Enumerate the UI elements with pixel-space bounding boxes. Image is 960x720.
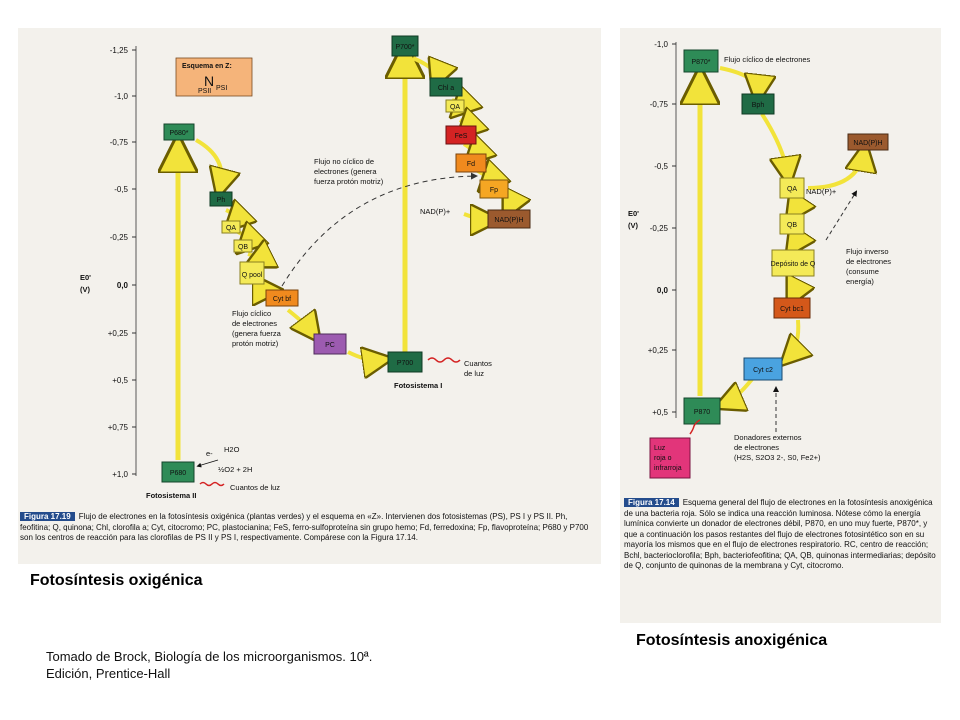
tick-label: -0,25 — [649, 224, 668, 233]
noncyclic-line: fuerza protón motriz) — [314, 177, 384, 186]
nadp-label: NAD(P)+ — [420, 207, 451, 216]
tick-label: +0,5 — [112, 376, 128, 385]
electron-label: e- — [206, 449, 213, 458]
tick-label: -0,25 — [109, 233, 128, 242]
donors-line: Donadores externos — [734, 433, 802, 442]
tick-label: -1,0 — [654, 40, 668, 49]
reverse-flow-arrow — [826, 192, 856, 240]
light-source-label: roja o — [654, 455, 672, 462]
light-quanta-label: Cuantos de luz — [230, 483, 281, 492]
anoxygenic-diagram — [620, 28, 941, 498]
figure-17-19-caption — [20, 512, 598, 544]
water-label: H2O — [224, 445, 240, 454]
qb-label: QB — [237, 244, 249, 251]
light-quanta-label: Cuantos — [464, 359, 492, 368]
noncyclic-flow-label — [314, 157, 384, 186]
nadph-label: NAD(P)H — [853, 140, 883, 147]
oxygen-label: ½O2 + 2H — [218, 465, 253, 474]
chl-a-label: Chl a — [437, 85, 455, 92]
donors-line: de electrones — [734, 443, 780, 452]
nadp-label: NAD(P)+ — [806, 187, 837, 196]
credit-line: Tomado de Brock, Biología de los microorganismos. 10ª. — [46, 649, 373, 664]
reverse-line: Flujo inverso — [846, 247, 889, 256]
y-axis-label: E0' — [80, 273, 91, 282]
cyt-c2-label: Cyt c2 — [753, 367, 773, 374]
y-axis-ticks — [108, 46, 136, 479]
qa-label: QA — [225, 225, 237, 232]
tick-label: 0,0 — [116, 281, 128, 290]
light-wave-icon — [428, 358, 460, 362]
electron-donors-label — [734, 433, 821, 462]
pheophytin-label: Ph — [216, 197, 226, 204]
caption-text: Esquema general del flujo de electrones en la fotosíntesis anoxigénica de una bacteria roja. Sólo se indica una reacción luminosa. Nótese cómo la energía lumínica convierte un donador de electrones débil, P870, en uno muy fuerte, P870*, y que a continuación los pasos restantes del flujo de electrones fotosintético son en su mayoría los mismos que en el flujo de electrones respiratorio. RC, centro de reacción; Bchl, bacterioclorofila; Bph, bacteriofeofitina; QA, QB, quinonas intermediarias; depósito de Q, conjunto de quinonas de la membrana y Cyt, citocromo. — [624, 498, 936, 570]
pc-label: PC — [325, 342, 335, 349]
cyclic-line: protón motriz) — [232, 339, 279, 348]
tick-label: -1,25 — [109, 46, 128, 55]
light-wave-icon — [200, 483, 224, 486]
cyclic-line: (genera fuerza — [232, 329, 281, 338]
nadph-label: NAD(P)H — [494, 217, 524, 224]
oxygenic-title: Fotosíntesis oxigénica — [30, 572, 203, 589]
cyt-bc1-label: Cyt bc1 — [780, 306, 804, 313]
reverse-flow-label — [846, 247, 891, 286]
figure-tag: Figura 17.19 — [20, 512, 75, 521]
z-scheme-title: Esquema en Z: — [182, 63, 232, 70]
tick-label: 0,0 — [656, 286, 668, 295]
z-scheme-psii: PSII — [198, 88, 212, 95]
fes-label: FeS — [454, 133, 468, 140]
p870-label: P870 — [693, 409, 711, 416]
source-credit — [46, 648, 372, 682]
anoxygenic-figure — [620, 28, 941, 623]
tick-label: +0,25 — [107, 329, 128, 338]
reverse-line: energía) — [846, 277, 874, 286]
z-scheme-glyph: N — [204, 73, 215, 89]
cyclic-flow-label — [232, 309, 282, 348]
qa-label: QA — [786, 186, 798, 193]
reverse-line: de electrones — [846, 257, 892, 266]
donors-line: (H2S, S2O3 2-, S0, Fe2+) — [734, 453, 821, 462]
cyclic-flow-label: Flujo cíclico de electrones — [724, 55, 811, 64]
tick-label: +0,75 — [107, 423, 128, 432]
tick-label: -0,5 — [654, 162, 668, 171]
tick-label: +0,5 — [652, 408, 668, 417]
fd-label: Fd — [466, 161, 476, 168]
electron-arrow — [198, 460, 218, 466]
cyclic-flow-arc — [282, 176, 476, 286]
noncyclic-line: electrones (genera — [314, 167, 377, 176]
light-source-label: infrarroja — [654, 465, 682, 472]
y-axis-label: E0' — [628, 209, 639, 218]
p700-label: P700 — [396, 360, 414, 367]
qa-psi-label: QA — [449, 104, 461, 111]
y-axis-ticks — [648, 40, 676, 417]
anoxygenic-title: Fotosíntesis anoxigénica — [636, 632, 828, 649]
figure-17-14-caption — [624, 498, 936, 572]
p870-excited-label: P870* — [691, 59, 711, 66]
q-pool-label: Q pool — [241, 272, 263, 279]
cyclic-chain-arrows — [720, 68, 864, 404]
y-axis-unit: (V) — [80, 285, 90, 294]
cyclic-line: Flujo cíclico — [232, 309, 272, 318]
tick-label: -0,75 — [109, 138, 128, 147]
light-source-label: Luz — [654, 445, 666, 452]
cyclic-line: de electrones — [232, 319, 278, 328]
oxygenic-diagram — [18, 28, 601, 564]
tick-label: +1,0 — [112, 470, 128, 479]
p700-excited-label: P700* — [395, 44, 415, 51]
credit-line: Edición, Prentice-Hall — [46, 666, 171, 681]
tick-label: -1,0 — [114, 92, 128, 101]
fp-label: Fp — [489, 187, 499, 194]
reverse-line: (consume — [846, 267, 879, 276]
photosystem-i-label: Fotosistema I — [394, 381, 443, 390]
q-deposit-label: Depósito de Q — [770, 261, 816, 268]
caption-text: Flujo de electrones en la fotosíntesis oxigénica (plantas verdes) y el esquema en «Z». Intervienen dos fotosistemas (PS), PS I y PS II. Ph, feofitina; Q, quinona; Chl, clorofila a; Cyt, citocromo; PC, plastocianina; FeS, ferro-sulfoproteína sin grupo hemo; Fd, ferredoxina; Fp, flavoproteína; P680 y P700 son los centros de reacción para las clorofilas de PS II y PS I, respectivamente. Compárese con la Figura 17.14. — [20, 512, 589, 542]
oxygenic-figure — [18, 28, 601, 564]
noncyclic-line: Flujo no cíclico de — [314, 157, 375, 166]
photosystem-ii-label: Fotosistema II — [146, 491, 197, 500]
cyt-bf-label: Cyt bf — [272, 296, 292, 303]
light-quanta-label: de luz — [464, 369, 485, 378]
qb-label: QB — [786, 222, 798, 229]
z-scheme-legend — [176, 58, 252, 96]
p680-excited-label: P680* — [169, 130, 189, 137]
bph-label: Bph — [751, 102, 765, 109]
tick-label: -0,75 — [649, 100, 668, 109]
y-axis-unit: (V) — [628, 221, 638, 230]
tick-label: -0,5 — [114, 185, 128, 194]
tick-label: +0,25 — [647, 346, 668, 355]
z-scheme-psi: PSI — [216, 85, 228, 92]
figure-tag: Figura 17.14 — [624, 498, 679, 507]
p680-label: P680 — [169, 470, 187, 477]
